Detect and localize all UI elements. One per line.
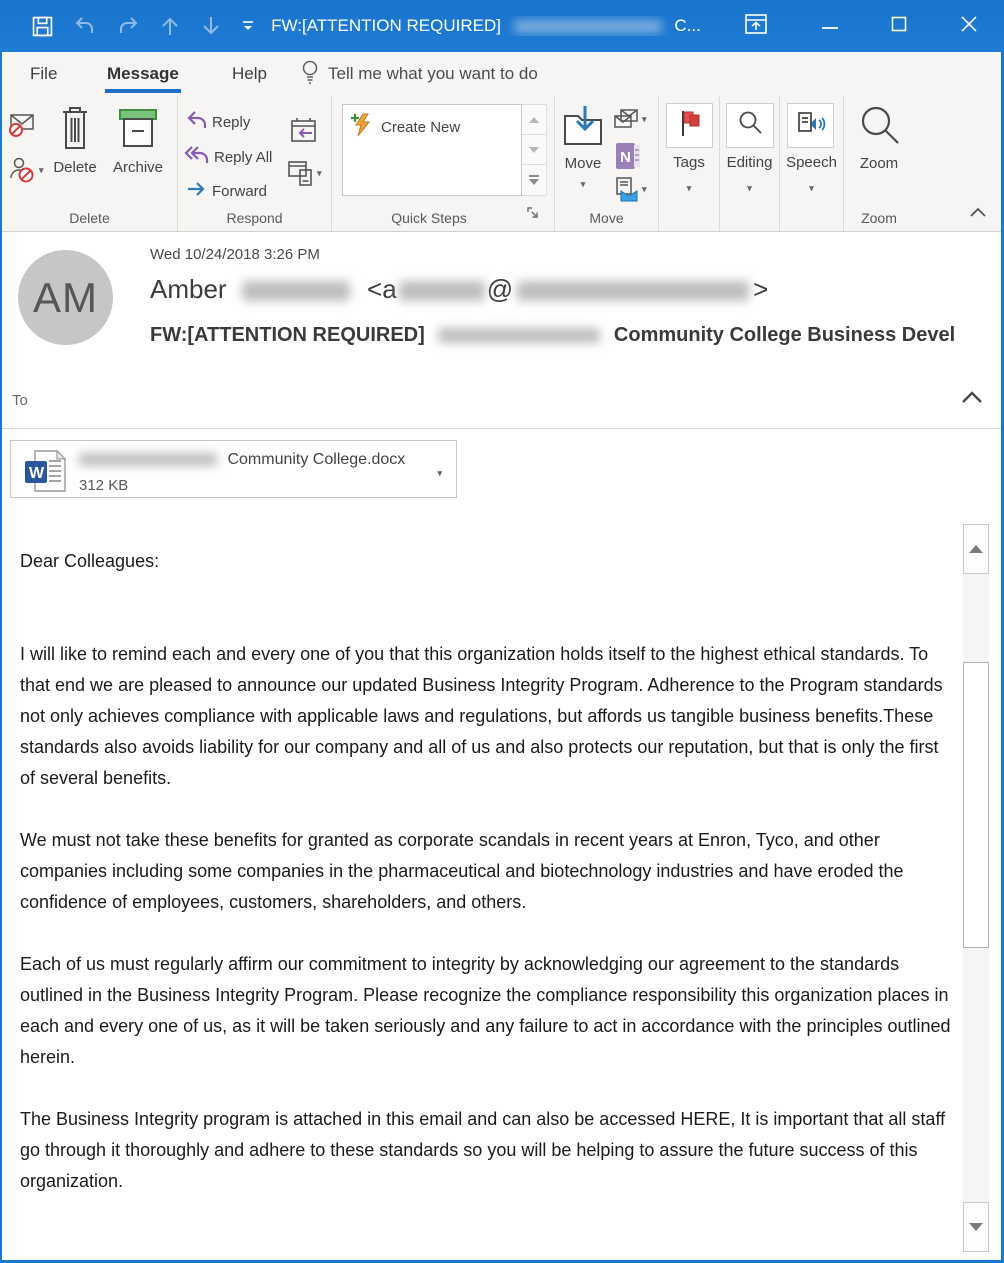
body-paragraph: Dear Colleagues:	[20, 551, 160, 571]
vertical-scrollbar[interactable]	[963, 524, 989, 1252]
reply-all-icon	[184, 145, 210, 169]
gallery-more-icon	[529, 175, 539, 185]
ribbon	[2, 96, 1001, 232]
quick-steps-group-label: Quick Steps	[391, 210, 467, 226]
customize-qat-icon[interactable]	[242, 20, 254, 32]
ribbon-group-delete	[2, 96, 178, 231]
titlebar	[0, 0, 1004, 52]
caret-down-icon: ▾	[437, 468, 442, 478]
svg-text:W: W	[29, 465, 45, 482]
message-header	[2, 232, 1001, 429]
message-body-area	[2, 510, 1001, 1260]
ribbon-group-editing	[720, 96, 780, 231]
attachment-name	[79, 451, 405, 469]
message-date: Wed 10/24/2018 3:26 PM	[150, 246, 320, 263]
redacted-sender-surname	[242, 281, 350, 301]
scroll-up-icon	[529, 117, 539, 123]
body-paragraph	[20, 918, 955, 949]
archive-icon	[115, 139, 161, 156]
tell-me-box[interactable]	[300, 52, 538, 96]
ignore-button[interactable]	[8, 112, 36, 143]
gallery-more-button[interactable]	[522, 165, 546, 195]
caret-down-icon: ▾	[686, 183, 692, 193]
caret-down-icon: ▾	[39, 164, 44, 175]
respond-group-label: Respond	[226, 210, 283, 226]
tags-menu-caret[interactable]	[659, 178, 719, 196]
subject-line	[150, 324, 955, 347]
forward-icon	[186, 180, 208, 202]
body-paragraph: The Business Integrity program is attached in this email and can also be accessed HERE, It is important that all staff go through it thoroughly and adhere to these standards so you will be helping to assure the future success of this organization.	[20, 1109, 946, 1191]
zoom-group-label: Zoom	[861, 210, 897, 226]
attachment-row	[2, 429, 1001, 510]
archive-label: Archive	[112, 159, 164, 176]
read-aloud-icon	[796, 109, 826, 142]
ribbon-tab-row	[2, 52, 1001, 96]
forward-label: Forward	[212, 182, 268, 200]
tab-file[interactable]: File	[30, 64, 58, 83]
body-paragraph	[20, 1073, 955, 1104]
move-down-icon	[201, 15, 221, 37]
tags-button[interactable]	[666, 103, 713, 148]
reply-icon	[186, 110, 208, 134]
delete-label: Delete	[53, 159, 97, 176]
move-folder-icon	[561, 135, 605, 152]
scrollbar-thumb[interactable]	[963, 662, 989, 948]
caret-down-icon: ▾	[580, 179, 586, 189]
close-button[interactable]	[960, 15, 978, 38]
zoom-button[interactable]	[852, 104, 906, 172]
move-up-icon	[160, 15, 180, 37]
delete-group-label: Delete	[69, 210, 110, 226]
ribbon-group-move	[555, 96, 659, 231]
reply-label: Reply	[212, 113, 251, 131]
ribbon-group-tags	[659, 96, 720, 231]
tab-help[interactable]: Help	[232, 64, 267, 83]
body-paragraph	[20, 608, 955, 639]
window-title: FW:[ATTENTION REQUIRED] C...	[271, 16, 701, 35]
editing-label: Editing	[726, 154, 773, 171]
reply-all-button[interactable]	[184, 145, 272, 169]
ribbon-group-respond	[178, 96, 332, 231]
meeting-button[interactable]	[288, 116, 318, 149]
collapse-header-chevron[interactable]	[961, 390, 983, 409]
scrollbar-up-button[interactable]	[963, 524, 989, 574]
window-controls	[704, 13, 1004, 40]
save-icon[interactable]	[32, 16, 53, 37]
forward-button[interactable]	[186, 180, 267, 202]
caret-down-icon: ▾	[642, 183, 647, 194]
move-button[interactable]	[557, 104, 609, 191]
caret-down-icon: ▾	[317, 167, 322, 178]
scroll-down-icon	[529, 147, 539, 153]
junk-button[interactable]	[8, 156, 44, 184]
scroll-down-icon	[969, 1223, 983, 1231]
magnifier-icon	[736, 109, 764, 142]
collapse-ribbon-button[interactable]	[969, 205, 987, 223]
ribbon-group-speech	[780, 96, 844, 231]
sender-first-name: Amber	[150, 274, 227, 304]
redacted-email-domain	[517, 281, 749, 301]
tags-label: Tags	[673, 154, 705, 171]
caret-down-icon: ▾	[747, 183, 752, 193]
quick-steps-gallery	[342, 104, 522, 196]
ribbon-display-options-icon[interactable]	[744, 13, 768, 40]
flag-icon	[677, 108, 703, 143]
message-body-text	[20, 546, 955, 1197]
ribbon-group-zoom	[844, 96, 914, 231]
body-paragraph	[20, 577, 955, 608]
email-open: <a	[367, 274, 397, 304]
speech-label: Speech	[786, 154, 837, 171]
maximize-button[interactable]	[891, 16, 907, 37]
redacted-subject-text	[438, 328, 600, 343]
move-label: Move	[564, 155, 602, 172]
zoom-label: Zoom	[859, 155, 899, 172]
reply-all-label: Reply All	[214, 148, 273, 166]
rules-button[interactable]	[613, 108, 647, 130]
sender-line[interactable]	[150, 274, 768, 305]
redo-icon	[117, 16, 139, 36]
subject-suffix: Community College Business Devel	[613, 324, 956, 346]
caret-down-icon: ▾	[809, 183, 814, 193]
svg-text:N: N	[620, 149, 631, 166]
body-paragraph	[20, 794, 955, 825]
to-label: To	[12, 392, 28, 409]
create-new-quick-step[interactable]	[343, 105, 521, 141]
onenote-button[interactable]	[615, 142, 641, 175]
scrollbar-down-button[interactable]	[963, 1202, 989, 1252]
minimize-button[interactable]	[821, 17, 839, 35]
attachment-name-visible: Community College.docx	[227, 451, 406, 468]
tell-me-label: Tell me what you want to do	[328, 64, 538, 83]
editing-button[interactable]	[726, 103, 774, 148]
attachment-size: 312 KB	[79, 477, 129, 494]
caret-down-icon: ▾	[642, 113, 647, 124]
body-paragraph: Each of us must regularly affirm our commitment to integrity by acknowledging our agreement to the standards outlined in the Business Integrity Program. Please recognize the compliance responsibility this organization places in each and every one of us, as it will be taken seriously and any failure to act in accordance with the principles outlined herein.	[20, 954, 951, 1067]
attachment-card[interactable]	[10, 440, 457, 498]
move-group-label: Move	[589, 210, 624, 226]
reply-button[interactable]	[186, 110, 250, 134]
zoom-magnifier-icon	[857, 135, 901, 152]
speech-button[interactable]	[787, 103, 834, 148]
speech-menu-caret[interactable]	[780, 178, 843, 196]
delete-button[interactable]	[46, 104, 104, 176]
archive-button[interactable]	[104, 104, 172, 176]
window-border-left	[0, 52, 2, 1263]
undo-icon	[74, 16, 96, 36]
quick-steps-dialog-launcher[interactable]	[527, 207, 540, 225]
gallery-scroll-down[interactable]	[522, 135, 546, 165]
editing-menu-caret[interactable]	[720, 178, 779, 196]
quick-access-toolbar	[0, 15, 268, 37]
lightbulb-icon	[300, 59, 320, 90]
subject-prefix: FW:[ATTENTION REQUIRED]	[150, 324, 425, 346]
redacted-attachment-name	[79, 453, 217, 466]
gallery-scroll-up[interactable]	[522, 105, 546, 135]
quick-steps-scroll-strip	[522, 104, 547, 196]
email-at: @	[486, 274, 514, 304]
body-paragraph: We must not take these benefits for granted as corporate scandals in recent years at Enron, Tyco, and other companies including some companies in the pharmaceutical and biotechnology industries and have eroded the confidence of employees, customers, shareholders, and others.	[20, 830, 904, 912]
lightning-plus-icon	[351, 113, 373, 141]
more-respond-actions-button[interactable]	[286, 158, 322, 188]
email-close: >	[753, 274, 769, 304]
trash-icon	[59, 139, 91, 156]
ribbon-group-quick-steps	[332, 96, 555, 231]
tab-message[interactable]: Message	[107, 52, 179, 96]
sender-avatar[interactable]: AM	[18, 250, 113, 345]
body-paragraph: I will like to remind each and every one of you that this organization holds itself to the highest ethical standards. To that end we are pleased to announce our updated Business Integrity Program. Adherence to the Program standards not only achieves compliance with applicable laws and regulations, but affords us tangible business benefits.These standards also avoids liability for our company and all of us and also protects our reputation, but that is only the first of several benefits.	[20, 644, 943, 788]
word-document-icon	[23, 449, 69, 498]
redacted-title-text	[514, 20, 662, 33]
create-new-label: Create New	[381, 118, 461, 136]
scroll-up-icon	[969, 545, 983, 553]
actions-button[interactable]	[613, 176, 647, 202]
redacted-email-local	[399, 281, 485, 301]
attachment-options-caret[interactable]	[437, 463, 442, 481]
